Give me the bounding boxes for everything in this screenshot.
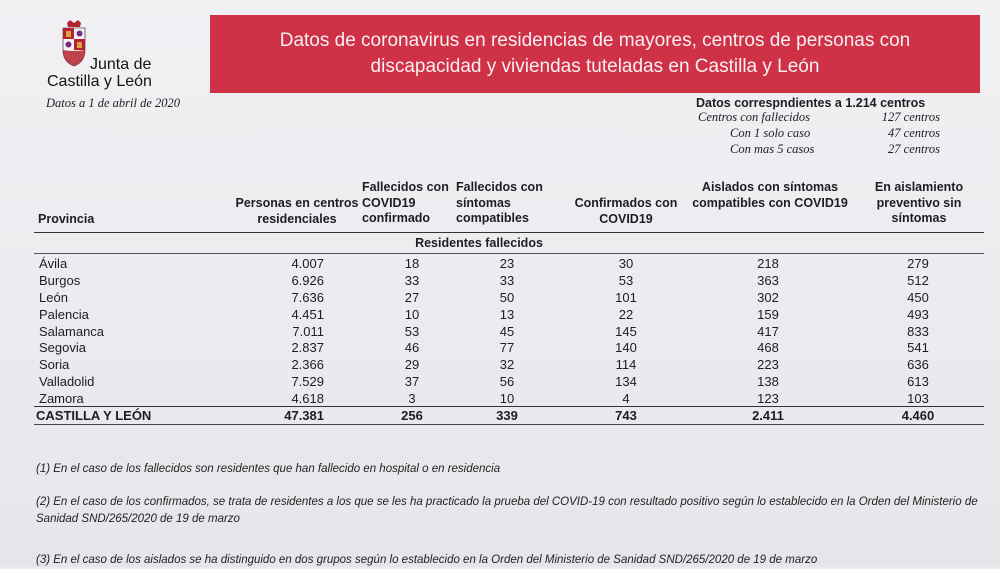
- cell-preventive: 833: [907, 323, 929, 339]
- table-row: [34, 255, 984, 272]
- cell-persons: 2.837: [291, 340, 324, 356]
- cell-preventive: 541: [907, 340, 929, 356]
- table-row: [34, 289, 984, 306]
- table-total-row: [34, 407, 984, 424]
- summary-label: Con 1 solo caso: [730, 126, 811, 140]
- centers-summary: [696, 96, 956, 158]
- title-line1: Datos de coronavirus en residencias de mayores, centros de personas con: [279, 30, 911, 51]
- title-banner: [210, 15, 980, 93]
- summary-value: 47 centros: [888, 126, 940, 140]
- summary-label: Con mas 5 casos: [730, 142, 815, 156]
- cell-confirmed: 134: [615, 374, 637, 390]
- cell-preventive: 493: [907, 306, 929, 322]
- cell-isolated: 468: [757, 340, 779, 356]
- title-line2: discapacidad y viviendas tuteladas en Castilla y León: [370, 56, 820, 77]
- cell-isolated: 123: [757, 391, 779, 407]
- cell-deaths-compatible: 23: [499, 256, 515, 271]
- cell-persons: 4.451: [291, 306, 324, 322]
- cell-confirmed: 30: [618, 256, 634, 271]
- col-header-deaths-confirmed: Fallecidos con COVID19 confirmado: [362, 180, 449, 225]
- cell-province: Soria: [39, 357, 70, 373]
- table-row: [34, 373, 984, 390]
- summary-value: 27 centros: [888, 142, 940, 156]
- col-header-persons: Personas en centros residenciales: [235, 196, 359, 226]
- cell-deaths-confirmed: 27: [404, 289, 420, 305]
- cell-deaths-compatible: 10: [499, 391, 515, 407]
- cell-deaths-compatible: 45: [499, 323, 515, 339]
- cell-confirmed: 53: [618, 272, 634, 288]
- cell-province: Valladolid: [39, 374, 95, 390]
- cell-province: Ávila: [39, 256, 68, 271]
- footnote-3: (3) En el caso de los aislados se ha distinguido en dos grupos según lo establecido en la Orden del Ministerio de Sanidad SND/265/2020 de 19 de marzo: [36, 554, 818, 566]
- cell-deaths-compatible: 13: [499, 306, 515, 322]
- table-body: [34, 255, 984, 407]
- cell-confirmed: 4: [622, 391, 630, 407]
- cell-preventive: 103: [907, 391, 929, 407]
- summary-row: [696, 110, 956, 126]
- cell-province: Segovia: [39, 340, 86, 356]
- table-row: [34, 306, 984, 323]
- table-row: [34, 390, 984, 407]
- cell-province: Palencia: [39, 306, 89, 322]
- cell-province: Zamora: [39, 391, 84, 407]
- cell-deaths-confirmed: 53: [404, 323, 420, 339]
- cell-province: Burgos: [39, 272, 81, 288]
- cell-deaths-compatible: 33: [499, 272, 515, 288]
- total-label: CASTILLA Y LEÓN: [36, 408, 152, 423]
- cell-persons: 4.618: [291, 391, 324, 407]
- cell-deaths-confirmed: 46: [404, 340, 420, 356]
- cell-deaths-compatible: 77: [499, 340, 515, 356]
- cell-persons: 4.007: [291, 256, 324, 271]
- total-deaths-compatible: 339: [496, 408, 518, 423]
- table-row: [34, 356, 984, 373]
- logo-line2: Castilla y León: [47, 73, 152, 90]
- cell-isolated: 159: [757, 306, 779, 322]
- total-persons: 47.381: [284, 408, 324, 423]
- cell-deaths-compatible: 56: [499, 374, 515, 390]
- cell-preventive: 279: [907, 256, 929, 271]
- total-deaths-confirmed: 256: [401, 408, 423, 423]
- col-header-isolated-symptoms: Aislados con síntomas compatibles con COVID19: [692, 180, 848, 210]
- junta-logo: [45, 20, 205, 95]
- col-header-deaths-compatible: Fallecidos con síntomas compatibles: [456, 180, 543, 225]
- cell-confirmed: 114: [615, 357, 637, 373]
- cell-persons: 7.529: [291, 374, 324, 390]
- summary-row: [696, 126, 956, 142]
- cell-confirmed: 145: [615, 323, 637, 339]
- total-isolated: 2.411: [752, 408, 784, 423]
- cell-preventive: 613: [907, 374, 929, 390]
- cell-isolated: 363: [757, 272, 779, 288]
- table-header: [34, 176, 984, 234]
- col-header-province: Provincia: [38, 212, 95, 226]
- cell-preventive: 450: [907, 289, 929, 305]
- cell-isolated: 302: [757, 289, 779, 305]
- table-row: [34, 323, 984, 340]
- data-date: Datos a 1 de abril de 2020: [46, 96, 181, 110]
- cell-isolated: 417: [757, 323, 779, 339]
- cell-province: León: [39, 289, 68, 305]
- cell-isolated: 138: [757, 374, 779, 390]
- cell-deaths-confirmed: 18: [404, 256, 420, 271]
- table-row: [34, 272, 984, 289]
- cell-confirmed: 140: [615, 340, 637, 356]
- subheader-deceased: Residentes fallecidos: [415, 236, 543, 250]
- total-confirmed: 743: [615, 408, 637, 423]
- footnote-2: (2) En el caso de los confirmados, se trata de residentes a los que se les ha practicado la prueba del COVID-19 con resultado positivo según lo establecido en la Orden del Ministerio de Sanidad SND/265/2020 de 19 de marzo: [36, 496, 978, 525]
- header-divider: [34, 232, 984, 233]
- cell-confirmed: 22: [618, 306, 634, 322]
- cell-deaths-confirmed: 29: [404, 357, 420, 373]
- cell-deaths-confirmed: 10: [404, 306, 420, 322]
- cell-deaths-confirmed: 33: [404, 272, 420, 288]
- cell-deaths-confirmed: 3: [408, 391, 416, 407]
- summary-heading: Datos correspndientes a 1.214 centros: [696, 96, 926, 110]
- subheader-divider: [34, 253, 984, 254]
- cell-province: Salamanca: [39, 323, 105, 339]
- cell-deaths-confirmed: 37: [404, 374, 420, 390]
- cell-isolated: 218: [757, 256, 779, 271]
- col-header-preventive-isolation: En aislamiento preventivo sin síntomas: [874, 180, 964, 225]
- cell-preventive: 512: [907, 272, 929, 288]
- cell-persons: 6.926: [291, 272, 324, 288]
- total-preventive: 4.460: [901, 408, 935, 423]
- footnote-1: (1) En el caso de los fallecidos son residentes que han fallecido en hospital o en residencia: [36, 463, 501, 475]
- cell-deaths-compatible: 32: [499, 357, 515, 373]
- cell-deaths-compatible: 50: [499, 289, 515, 305]
- cell-preventive: 636: [907, 357, 929, 373]
- cell-isolated: 223: [757, 357, 779, 373]
- col-header-confirmed: Confirmados con COVID19: [574, 196, 678, 226]
- cell-confirmed: 101: [615, 289, 637, 305]
- table-row: [34, 339, 984, 356]
- summary-row: [696, 142, 956, 158]
- summary-value: 127 centros: [881, 110, 940, 124]
- table-bottom-rule: [34, 424, 984, 425]
- logo-line1: Junta de: [90, 56, 152, 73]
- cell-persons: 2.366: [291, 357, 324, 373]
- cell-persons: 7.636: [291, 289, 324, 305]
- summary-label: Centros con fallecidos: [698, 110, 811, 124]
- cell-persons: 7.011: [292, 323, 324, 339]
